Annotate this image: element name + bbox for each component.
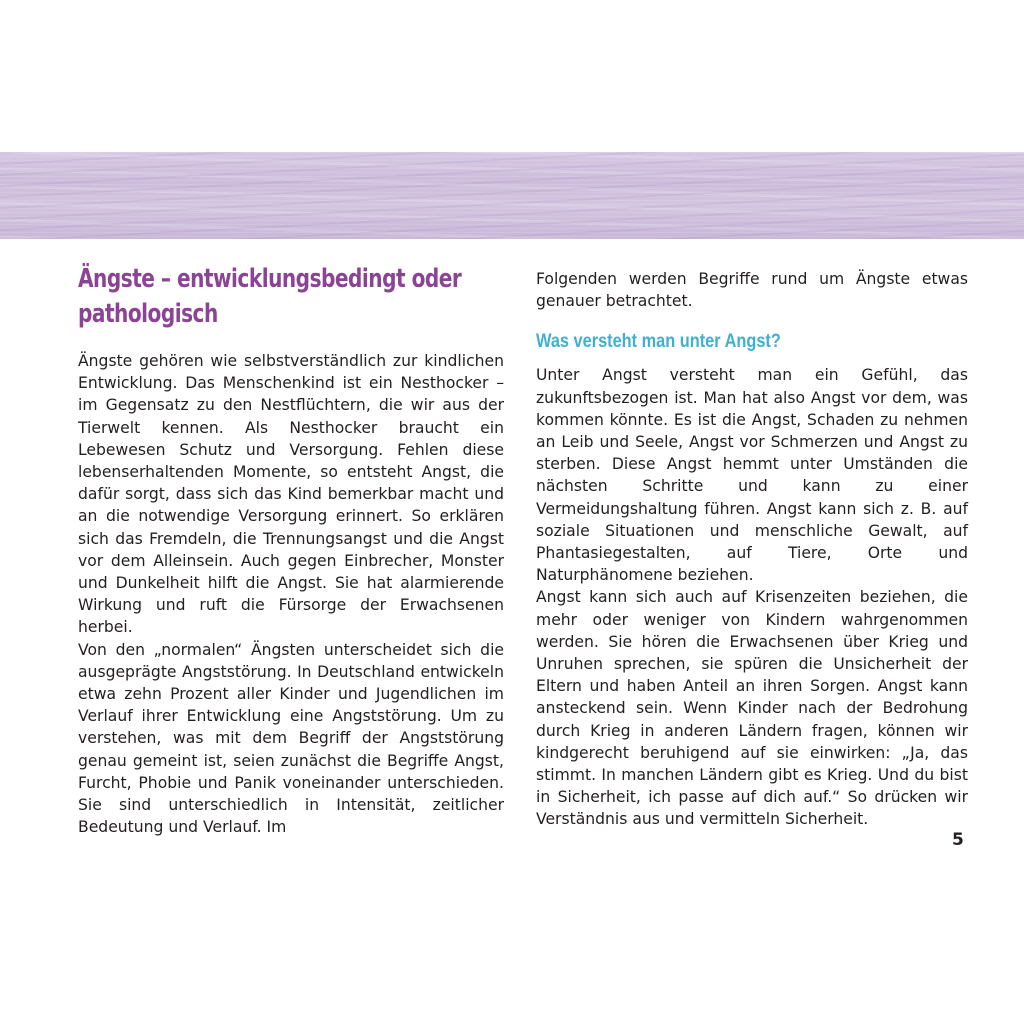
- left-column: [78, 262, 504, 838]
- body-paragraph: Unter Angst versteht man ein Gefühl, das zukunftsbezogen ist. Man hat also Angst vor dem, was kommen könnte. Es ist die Angst, Schaden zu nehmen an Leib und Seele, Angst vor Schmerzen und Angst zu sterben. Diese Angst hemmt unter Umständen die nächsten Schritte und kann zu einer Vermeidungshaltung führen. Angst kann sich z. B. auf soziale Situationen und menschliche Gewalt, auf Phantasiegestalten, auf Tiere, Orte und Naturphänomene beziehen.: [536, 366, 968, 585]
- decorative-wood-banner: [0, 152, 1024, 239]
- body-paragraph: Ängste gehören wie selbstverständlich zur kindlichen Entwicklung. Das Menschenkind ist ein Nesthocker – im Gegensatz zu den Nestflüchtern, die wir aus der Tierwelt kennen. Als Nesthocker braucht ein Lebewesen Schutz und Versorgung. Fehlen diese lebenserhaltenden Momente, so entsteht Angst, die dafür sorgt, dass sich das Kind bemerkbar macht und an die notwendige Versorgung erinnert. So erklären sich das Fremdeln, die Trennungsangst und die Angst vor dem Alleinsein. Auch gegen Einbrecher, Monster und Dunkelheit hilft die Angst. Sie hat alarmierende Wirkung und ruft die Fürsorge der Erwachsenen herbei.: [78, 352, 504, 637]
- page-heading: Ängste – entwicklungsbedingt oder pathologisch: [78, 264, 462, 329]
- section-subheading: Was versteht man unter Angst?: [536, 331, 781, 353]
- body-paragraph: Von den „normalen“ Ängsten unterscheidet sich die ausgeprägte Angststörung. In Deutschland entwickeln etwa zehn Prozent aller Kinder und Jugendlichen im Verlauf ihrer Entwicklung eine Angststörung. Um zu verstehen, was mit dem Begriff der Angststörung genau gemeint ist, seien zunächst die Begriffe Angst, Furcht, Phobie und Panik voneinander unterschieden. Sie sind unterschiedlich in Intensität, zeitlicher Bedeutung und Verlauf. Im: [78, 640, 504, 837]
- continuation-paragraph: Folgenden werden Begriffe rund um Ängste etwas genauer betrachtet.: [536, 270, 968, 311]
- page-number: 5: [952, 830, 964, 850]
- right-column: [536, 268, 968, 831]
- body-paragraph: Angst kann sich auch auf Krisenzeiten beziehen, die mehr oder weniger von Kindern wahrgenommen werden. Sie hören die Erwachsenen über Krieg und Unruhen sprechen, sie spüren die Unsicherheit der Eltern und haben Anteil an ihren Sorgen. Angst kann ansteckend sein. Wenn Kinder nach der Bedrohung durch Krieg in anderen Ländern fragen, können wir kindgerecht beruhigend auf sie einwirken: „Ja, das stimmt. In manchen Ländern gibt es Krieg. Und du bist in Sicherheit, ich passe auf dich auf.“ So drücken wir Verständnis aus und vermitteln Sicherheit.: [536, 588, 968, 829]
